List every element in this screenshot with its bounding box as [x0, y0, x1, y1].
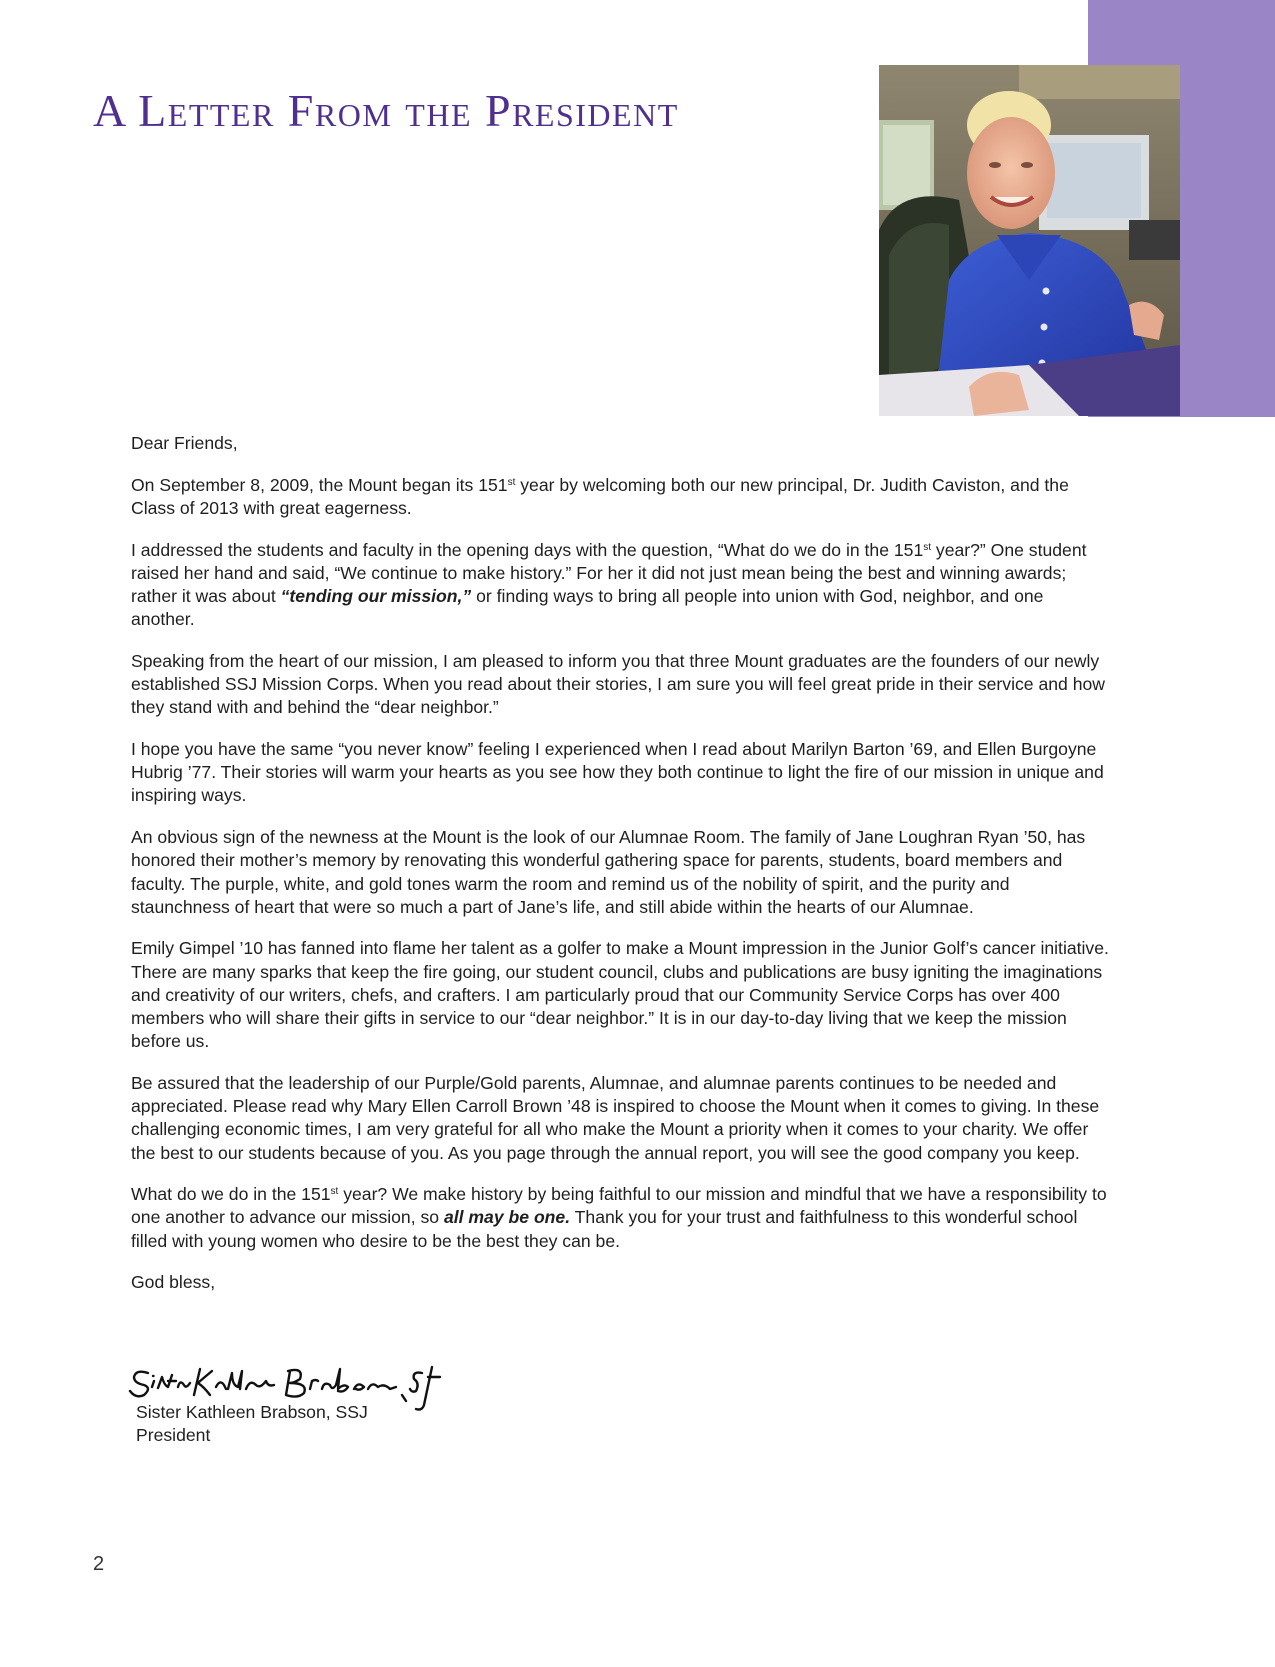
page-number: 2	[93, 1553, 105, 1575]
letter-paragraph: What do we do in the 151st year? We make history by being faithful to our mission and mindful that we have a responsibility to one another to advance our mission, so all may be one. Thank you for your trust and faithfulness to this wonderful school filled with young women who desire to be the best they can be.	[131, 1184, 1107, 1251]
letter-paragraph: Speaking from the heart of our mission, I am pleased to inform you that three Mount graduates are the founders of our newly established SSJ Mission Corps. When you read about their stories, I am sure you will feel great pride in their service and how they stand with and behind the “dear neighbor.”	[131, 650, 1105, 718]
letter-greeting: Dear Friends,	[131, 433, 238, 453]
emphasis-text: “tending our mission,”	[280, 586, 472, 607]
letter-paragraph: Be assured that the leadership of our Purple/Gold parents, Alumnae, and alumnae parents continues to be needed and appreciated. Please read why Mary Ellen Carroll Brown ’48 is inspired to choose the Mount when it comes to giving. In these challenging economic times, I am very grateful for all who make the Mount a priority when it comes to your charity. We offer the best to our students because of you. As you page through the annual report, you will see the good company you keep.	[131, 1072, 1100, 1163]
letter-paragraph: An obvious sign of the newness at the Mount is the look of our Alumnae Room. The family of Jane Loughran Ryan ’50, has honored their mother’s memory by renovating this wonderful gathering space for parents, students, board members and faculty. The purple, white, and gold tones warm the room and remind us of the nobility of spirit, and the purity and staunchness of heart that were so much a part of Jane’s life, and still abide within the hearts of our Alumnae.	[131, 827, 1086, 917]
president-portrait-photo	[879, 65, 1180, 416]
letter-paragraph: Emily Gimpel ’10 has fanned into flame her talent as a golfer to make a Mount impression in the Junior Golf’s cancer initiative. There are many sparks that keep the fire going, our student council, clubs and publications are busy igniting the imaginations and creativity of our writers, chefs, and crafters. I am particularly proud that our Community Service Corps has over 400 members who will share their gifts in service to our “dear neighbor.” It is in our day-to-day living that we keep the mission before us.	[131, 938, 1109, 1052]
signatory-name: Sister Kathleen Brabson, SSJ	[136, 1402, 368, 1422]
letter-body	[131, 432, 1111, 1313]
portrait-photo-icon	[879, 65, 1180, 416]
signatory-title: President	[136, 1425, 211, 1445]
emphasis-text: all may be one.	[443, 1207, 571, 1228]
letter-closing: God bless,	[131, 1272, 216, 1293]
letter-paragraph: On September 8, 2009, the Mount began its 151st year by welcoming both our new principal, Dr. Judith Caviston, and the Class of 2013 with great eagerness.	[131, 474, 1069, 518]
letter-paragraph: I hope you have the same “you never know” feeling I experienced when I read about Marilyn Barton ’69, and Ellen Burgoyne Hubrig ’77. Their stories will warm your hearts as you see how they both continue to light the fire of our mission in unique and inspiring ways.	[131, 739, 1104, 806]
page-title: A Letter From the President	[93, 85, 679, 136]
letter-paragraph: I addressed the students and faculty in the opening days with the question, “What do we do in the 151st year?” One student raised her hand and said, “We continue to make history.” For her it did not just mean being the best and winning awards; rather it was about “tending our mission,” or finding ways to bring all people into union with God, neighbor, and one another.	[131, 539, 1087, 630]
